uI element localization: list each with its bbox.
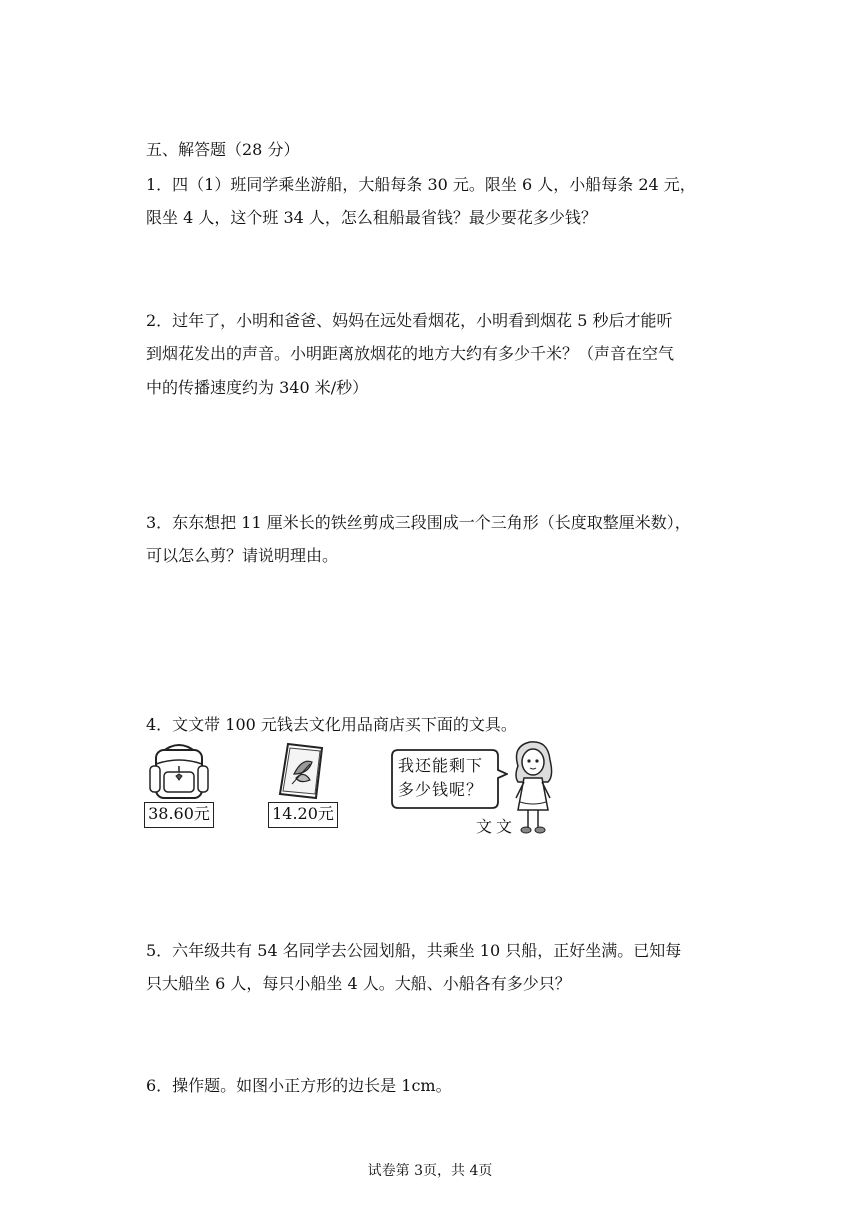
question-text-line: 中的传播速度约为 340 米/秒） — [146, 378, 369, 397]
price-tag: 14.20元 — [268, 802, 338, 828]
question-text-line: 4．文文带 100 元钱去文化用品商店买下面的文具。 — [146, 715, 517, 734]
question-text-line: 只大船坐 6 人，每只小船坐 4 人。大船、小船各有多少只？ — [146, 974, 571, 993]
speech-bubble-line: 多少钱呢？ — [398, 780, 484, 799]
question-text-line: 6．操作题。如图小正方形的边长是 1cm。 — [146, 1076, 452, 1095]
question-text-line: 限坐 4 人，这个班 34 人，怎么租船最省钱？最少要花多少钱？ — [146, 208, 597, 227]
question-text-line: 2．过年了，小明和爸爸、妈妈在远处看烟花，小明看到烟花 5 秒后才能听 — [146, 311, 673, 330]
notebook-icon — [272, 740, 332, 800]
page-footer: 试卷第 3页，共 4页 — [367, 1163, 493, 1179]
character-name-label: 文文 — [476, 817, 517, 836]
section-heading: 五、解答题（28 分） — [146, 140, 300, 159]
price-tag: 38.60元 — [144, 802, 214, 828]
question-text-line: 1．四（1）班同学乘坐游船，大船每条 30 元。限坐 6 人，小船每条 24 元， — [146, 175, 696, 194]
question-text-line: 3．东东想把 11 厘米长的铁丝剪成三段围成一个三角形（长度取整厘米数）， — [146, 513, 691, 532]
backpack-icon — [146, 740, 212, 800]
question-text-line: 可以怎么剪？请说明理由。 — [146, 546, 339, 565]
speech-bubble-line: 我还能剩下 — [398, 756, 484, 775]
question-text-line: 5．六年级共有 54 名同学去公园划船，共乘坐 10 只船，正好坐满。已知每 — [146, 941, 682, 960]
question-text-line: 到烟花发出的声音。小明距离放烟花的地方大约有多少千米？（声音在空气 — [146, 344, 675, 363]
